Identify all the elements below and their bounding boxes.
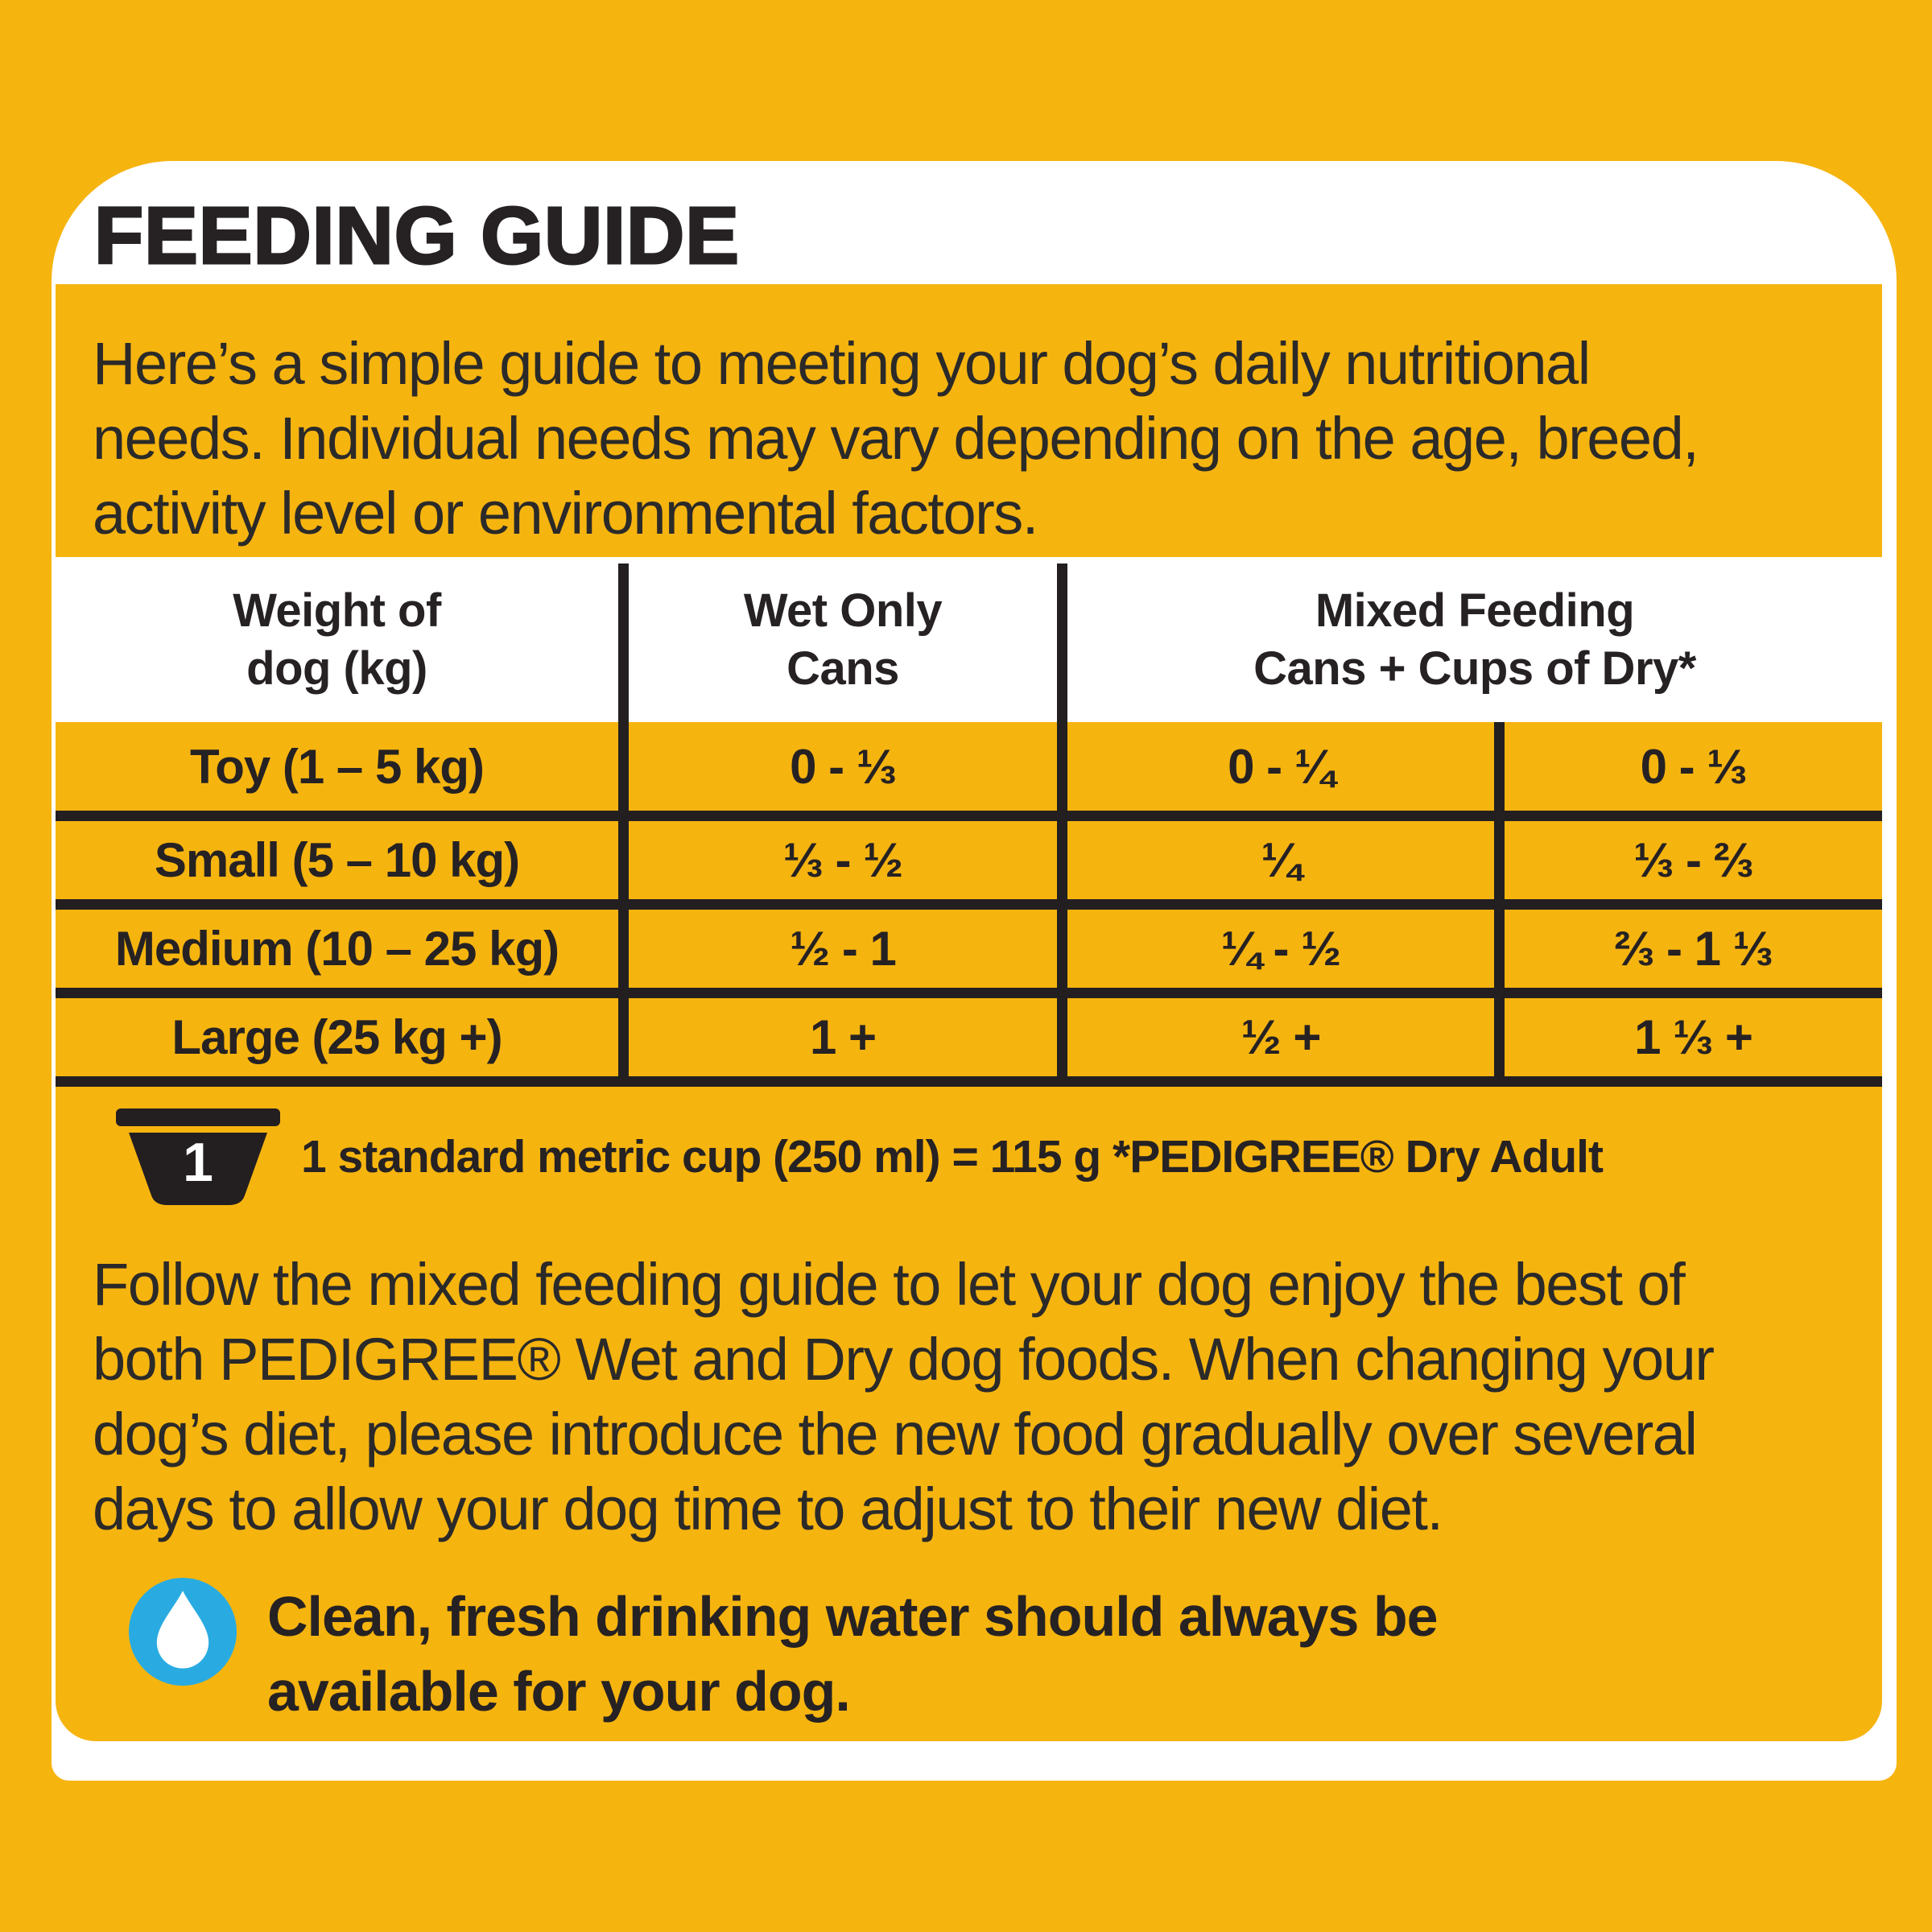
header-weight-line2: dog (kg)	[246, 642, 427, 695]
table-row-medium-cans: ¼ - ½	[1220, 922, 1341, 976]
table-row-small-weight: Small (5 – 10 kg)	[154, 833, 520, 887]
feeding-paragraph-line: both PEDIGREE® Wet and Dry dog foods. When changing your	[93, 1326, 1714, 1393]
table-row-divider	[56, 988, 1882, 998]
header-mixed-line1: Mixed Feeding	[1315, 584, 1635, 637]
water-note-line: available for your dog.	[267, 1660, 850, 1723]
feeding-paragraph-line: Follow the mixed feeding guide to let your dog enjoy the best of	[93, 1251, 1685, 1318]
table-row-small-cans: ¼	[1261, 833, 1301, 887]
feeding-paragraph-line: dog’s diet, please introduce the new food gradually over several	[93, 1401, 1697, 1468]
feeding-paragraph-line: days to allow your dog time to adjust to their new diet.	[93, 1476, 1443, 1542]
table-row-medium-wet: ½ - 1	[790, 922, 896, 976]
table-row-large-cans: ½ +	[1241, 1010, 1321, 1064]
intro-line: needs. Individual needs may vary depending on the age, breed,	[93, 405, 1699, 472]
table-row-toy-cans: 0 - ¼	[1228, 739, 1334, 794]
table-row-toy-weight: Toy (1 – 5 kg)	[190, 739, 484, 794]
table-row-large-wet: 1 +	[809, 1010, 877, 1064]
header-wet-line1: Wet Only	[743, 584, 943, 637]
table-row-divider	[56, 811, 1882, 821]
table-row-large-dry: 1 ⅓ +	[1634, 1010, 1752, 1064]
header-wet-line2: Cans	[786, 642, 899, 695]
table-row-medium-weight: Medium (10 – 25 kg)	[114, 922, 559, 976]
water-note-line: Clean, fresh drinking water should always be	[267, 1585, 1438, 1648]
water-drop-icon	[129, 1578, 237, 1686]
intro-line: Here’s a simple guide to meeting your dog’s daily nutritional	[93, 330, 1590, 397]
page-title: FEEDING GUIDE	[94, 191, 740, 281]
table-row-small-wet: ⅓ - ½	[782, 833, 903, 887]
intro-line: activity level or environmental factors.	[93, 480, 1038, 547]
table-row-small-dry: ⅓ - ⅔	[1633, 833, 1753, 887]
header-mixed-line2: Cans + Cups of Dry*	[1253, 642, 1696, 695]
table-header-wet-only	[629, 557, 1057, 722]
cup-note	[113, 1104, 1603, 1209]
cup-number-label: 1	[183, 1132, 213, 1193]
table-header-mixed-feeding	[1067, 557, 1882, 722]
table-row-toy-dry: 0 - ⅓	[1640, 739, 1747, 794]
measuring-cup-icon	[113, 1105, 283, 1208]
table-column-divider	[1057, 564, 1067, 1087]
table-row-divider	[56, 899, 1882, 910]
table-row-toy-wet: 0 - ⅓	[790, 739, 896, 794]
table-row-large-weight: Large (25 kg +)	[171, 1010, 502, 1064]
table-column-divider	[618, 564, 629, 1087]
table-header-weight	[56, 557, 618, 722]
header-weight-line1: Weight of	[233, 584, 441, 637]
table-bottom-border	[56, 1076, 1882, 1087]
cup-note-text: 1 standard metric cup (250 ml) = 115 g *PEDIGREE® Dry Adult	[301, 1131, 1603, 1183]
table-row-medium-dry: ⅔ - 1 ⅓	[1614, 922, 1773, 976]
